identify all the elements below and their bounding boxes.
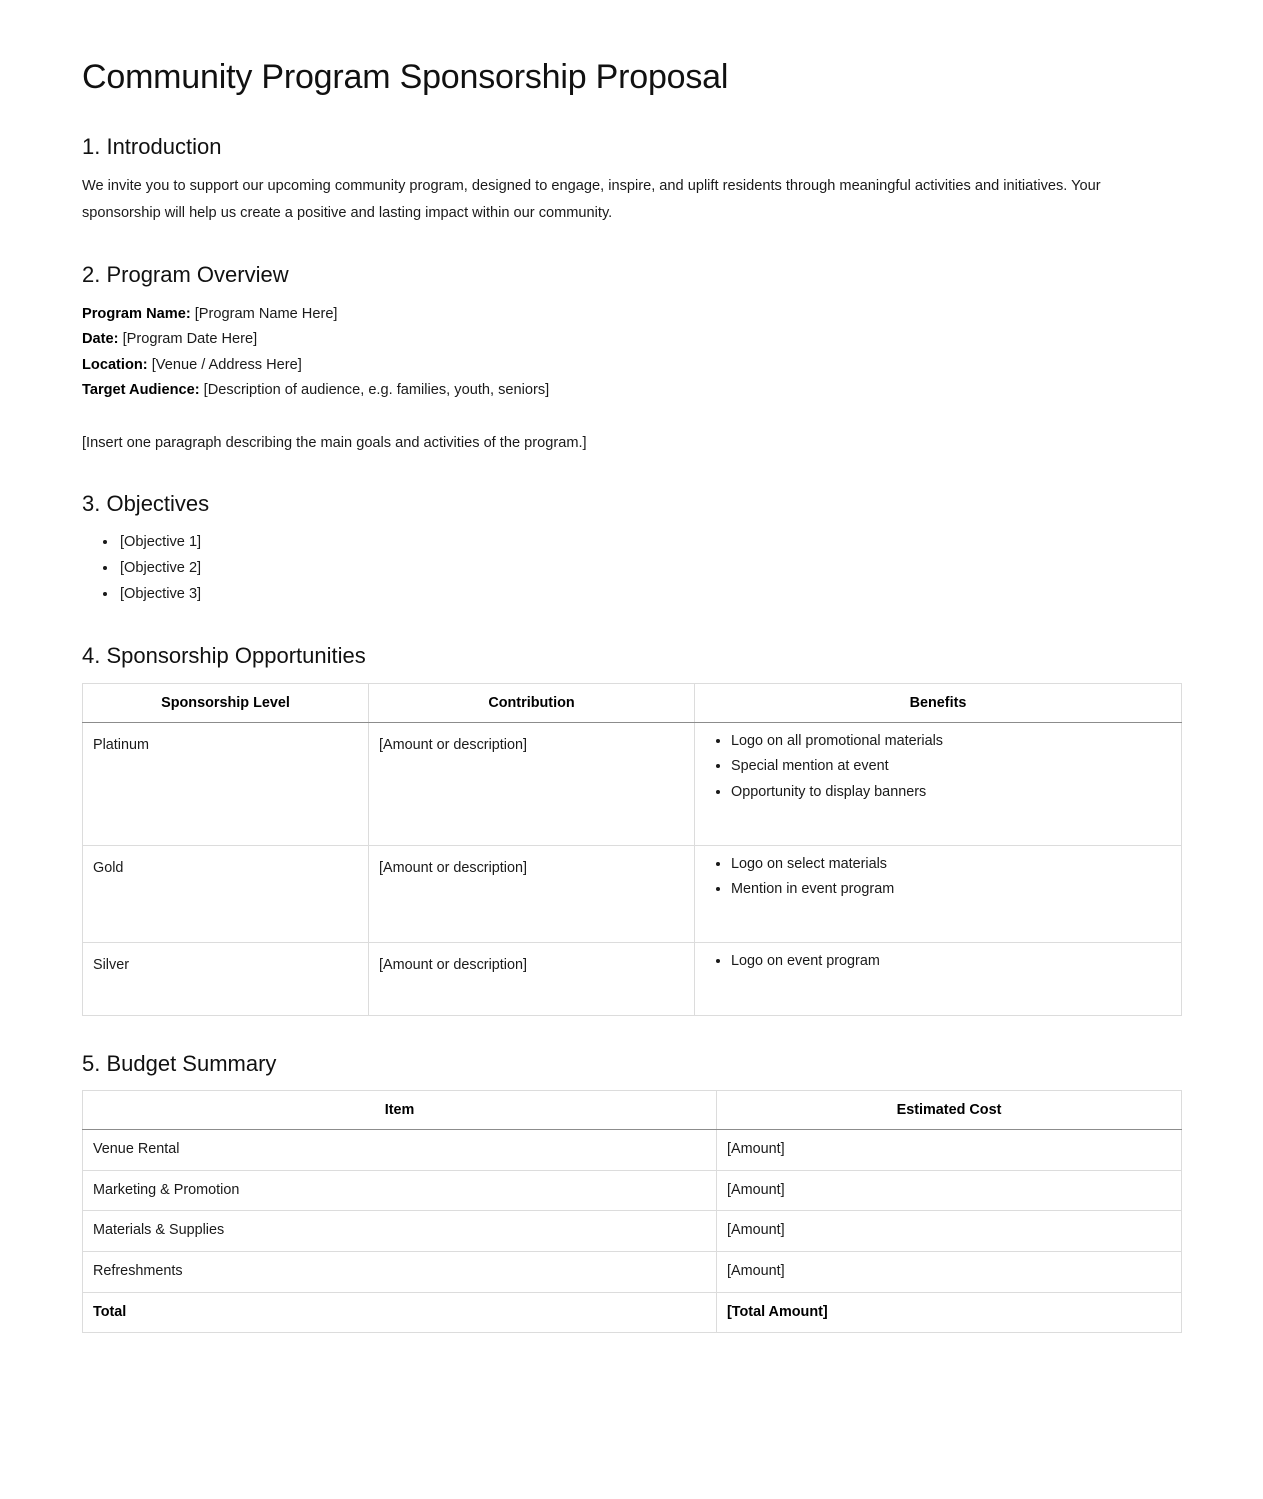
benefits-list [705, 852, 1171, 903]
cell-benefits [695, 942, 1182, 1015]
cell-sponsorship-level: Platinum [83, 722, 369, 845]
overview-field-date [82, 327, 1181, 353]
cell-sponsorship-level: Gold [83, 845, 369, 942]
table-row [83, 1252, 1182, 1293]
table-row [83, 1211, 1182, 1252]
table-row [83, 942, 1182, 1015]
cell-cost-total-value: [Total Amount] [717, 1292, 1182, 1333]
sponsorship-table-body [83, 722, 1182, 1015]
cell-contribution: [Amount or description] [369, 722, 695, 845]
cell-item: Venue Rental [83, 1130, 717, 1171]
overview-field-program-name [82, 302, 1181, 328]
cell-item: Refreshments [83, 1252, 717, 1293]
list-item: • [Objective 1] [118, 530, 1181, 556]
cell-benefits [695, 722, 1182, 845]
list-item: • Mention in event program [731, 877, 1171, 903]
column-header-sponsorship-level: Sponsorship Level [83, 683, 369, 722]
cell-item: Marketing & Promotion [83, 1170, 717, 1211]
budget-table-head [83, 1091, 1182, 1130]
table-header-row [83, 1091, 1182, 1130]
program-overview-insert-paragraph: [Insert one paragraph describing the main goals and activities of the program.] [82, 434, 587, 451]
list-item: • [Objective 3] [118, 582, 1181, 608]
overview-value: [Program Name Here] [194, 305, 338, 322]
overview-value: [Description of audience, e.g. families, youth, seniors] [203, 382, 550, 399]
list-item: • Logo on all promotional materials [731, 729, 1171, 755]
column-header-contribution: Contribution [369, 683, 695, 722]
sponsorship-table [82, 683, 1182, 1016]
overview-label: Target Audience: [82, 382, 200, 399]
section-heading-objectives: 3. Objectives [82, 490, 210, 516]
cell-sponsorship-level: Silver [83, 942, 369, 1015]
overview-value: [Program Date Here] [122, 331, 258, 348]
overview-label: Location: [82, 356, 148, 373]
cell-cost: [Amount] [717, 1252, 1182, 1293]
cell-item-total-label: Total [83, 1292, 717, 1333]
table-row [83, 1170, 1182, 1211]
cell-benefits [695, 845, 1182, 942]
list-item: • Opportunity to display banners [731, 780, 1171, 806]
overview-value: [Venue / Address Here] [151, 356, 302, 373]
cell-item: Materials & Supplies [83, 1211, 717, 1252]
table-row [83, 722, 1182, 845]
section-heading-sponsorship-opportunities: 4. Sponsorship Opportunities [82, 643, 366, 669]
column-header-estimated-cost: Estimated Cost [717, 1091, 1182, 1130]
table-row [83, 1130, 1182, 1171]
page-title: Community Program Sponsorship Proposal [82, 58, 729, 96]
table-header-row [83, 683, 1182, 722]
introduction-paragraph: We invite you to support our upcoming community program, designed to engage, inspire, and uplift residents through meaningful activities and initiatives. Your sponsorship will help us create a positive and lasting impact within our community. [82, 178, 1101, 222]
budget-table-body [83, 1130, 1182, 1333]
section-heading-introduction: 1. Introduction [82, 133, 222, 159]
cell-contribution: [Amount or description] [369, 942, 695, 1015]
overview-label: Program Name: [82, 305, 191, 322]
overview-field-location [82, 353, 1181, 379]
objectives-list [82, 530, 1181, 608]
benefits-list [705, 729, 1171, 806]
budget-table [82, 1090, 1182, 1333]
cell-cost: [Amount] [717, 1211, 1182, 1252]
sponsorship-table-head [83, 683, 1182, 722]
table-row [83, 845, 1182, 942]
cell-cost: [Amount] [717, 1170, 1182, 1211]
section-heading-program-overview: 2. Program Overview [82, 262, 289, 288]
cell-cost: [Amount] [717, 1130, 1182, 1171]
list-item: • [Objective 2] [118, 556, 1181, 582]
column-header-item: Item [83, 1091, 717, 1130]
cell-contribution: [Amount or description] [369, 845, 695, 942]
column-header-benefits: Benefits [695, 683, 1182, 722]
table-row-total [83, 1292, 1182, 1333]
section-heading-budget-summary: 5. Budget Summary [82, 1050, 277, 1076]
program-overview-fields [82, 302, 1181, 404]
overview-label: Date: [82, 331, 119, 348]
benefits-list [705, 949, 1171, 975]
list-item: • Logo on event program [731, 949, 1171, 975]
overview-field-target-audience [82, 378, 1181, 404]
list-item: • Logo on select materials [731, 852, 1171, 878]
list-item: • Special mention at event [731, 754, 1171, 780]
